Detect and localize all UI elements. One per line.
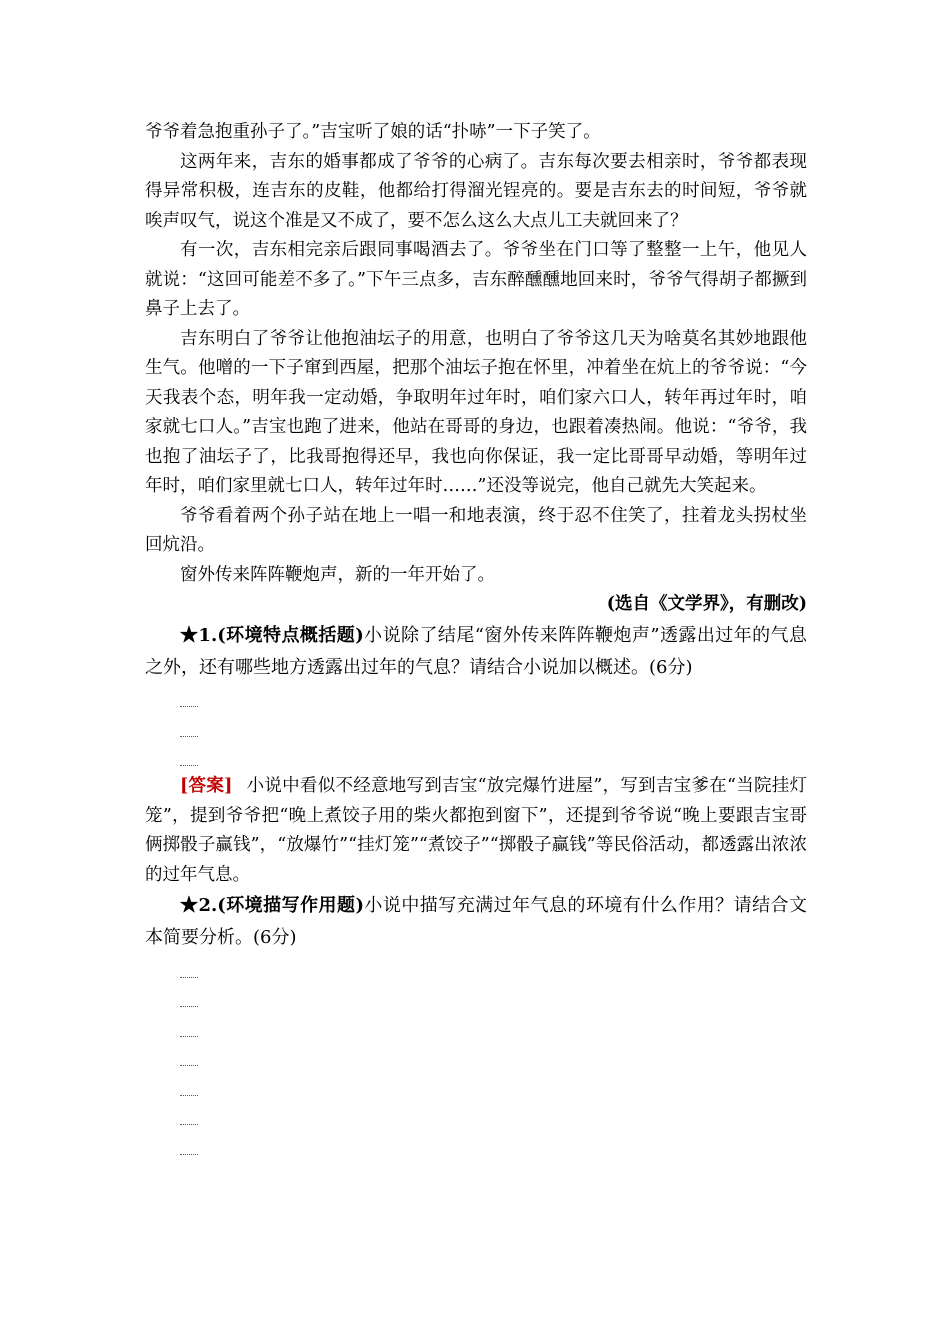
blank-line: [180, 684, 807, 714]
answer-text: 小说中看似不经意地写到吉宝“放完爆竹进屋”，写到吉宝爹在“当院挂灯笼”，提到爷爷把“晚上煮饺子用的柴火都抱到窗下”，还提到爷爷说“晚上要跟吉宝哥俩掷骰子赢钱”，“放爆竹”“挂灯笼”“煮饺子”“掷骰子赢钱”等民俗活动，都透露出浓浓的过年气息。: [145, 776, 807, 885]
blank-line: [180, 1013, 807, 1043]
blank-line: [180, 1043, 807, 1073]
document-page: [145, 118, 807, 1161]
story-paragraph-2: 这两年来，吉东的婚事都成了爷爷的心病了。吉东每次要去相亲时，爷爷都表现得异常积极，连吉东的皮鞋，他都给打得溜光锃亮的。要是吉东去的时间短，爷爷就唉声叹气，说这个准是又不成了，要不怎么这么大点儿工夫就回来了？: [145, 151, 807, 231]
question-2-text: 小说中描写充满过年气息的环境有什么作用？请结合文本简要分析。(6分): [145, 895, 808, 948]
story-source: (选自《文学界》，有删改): [606, 594, 807, 614]
blank-line: [180, 954, 807, 984]
question-2-label: ★2.(环境描写作用题): [180, 895, 364, 916]
answer-tag: [答案]: [180, 776, 233, 796]
blank-line: [180, 1131, 807, 1161]
blank-line: [180, 1072, 807, 1102]
question-1: [145, 620, 807, 684]
answer-blank-area-2: [145, 954, 807, 1161]
story-paragraph-6: 窗外传来阵阵鞭炮声，新的一年开始了。: [180, 564, 495, 585]
question-2: [145, 890, 807, 954]
story-paragraph-5: 爷爷看着两个孙子站在地上一唱一和地表演，终于忍不住笑了，拄着龙头拐杖坐回炕沿。: [145, 505, 807, 555]
story-paragraph-1: 爷爷着急抱重孙子了。”吉宝听了娘的话“扑哧”一下子笑了。: [145, 122, 601, 142]
story-paragraph-4: 吉东明白了爷爷让他抱油坛子的用意，也明白了爷爷这几天为啥莫名其妙地跟他生气。他噌的一下子窜到西屋，把那个油坛子抱在怀里，冲着坐在炕上的爷爷说：“今天我表个态，明年我一定动婚，争取明年过年时，咱们家六口人，转年再过年时，咱家就七口人。”吉宝也跑了进来，他站在哥哥的身边，也跟着凑热闹。他说：“爷爷，我也抱了油坛子了，比我哥抱得还早，我也向你保证，我一定比哥哥早动婚，等明年过年时，咱们家里就七口人，转年过年时……”还没等说完，他自己就先大笑起来。: [145, 328, 807, 496]
question-1-answer: [145, 772, 807, 890]
blank-line: [180, 713, 807, 743]
story-paragraph-3: 有一次，吉东相完亲后跟同事喝酒去了。爷爷坐在门口等了整整一上午，他见人就说：“这回可能差不多了。”下午三点多，吉东醉醺醺地回来时，爷爷气得胡子都撅到鼻子上去了。: [145, 240, 807, 319]
question-1-text: 小说除了结尾“窗外传来阵阵鞭炮声”透露出过年的气息之外，还有哪些地方透露出过年的气息？请结合小说加以概述。(6分): [145, 624, 807, 678]
blank-line: [180, 1102, 807, 1132]
question-1-label: ★1.(环境特点概括题): [180, 624, 364, 646]
answer-blank-area-1: [145, 684, 807, 773]
blank-line: [180, 984, 807, 1014]
blank-line: [180, 743, 807, 773]
